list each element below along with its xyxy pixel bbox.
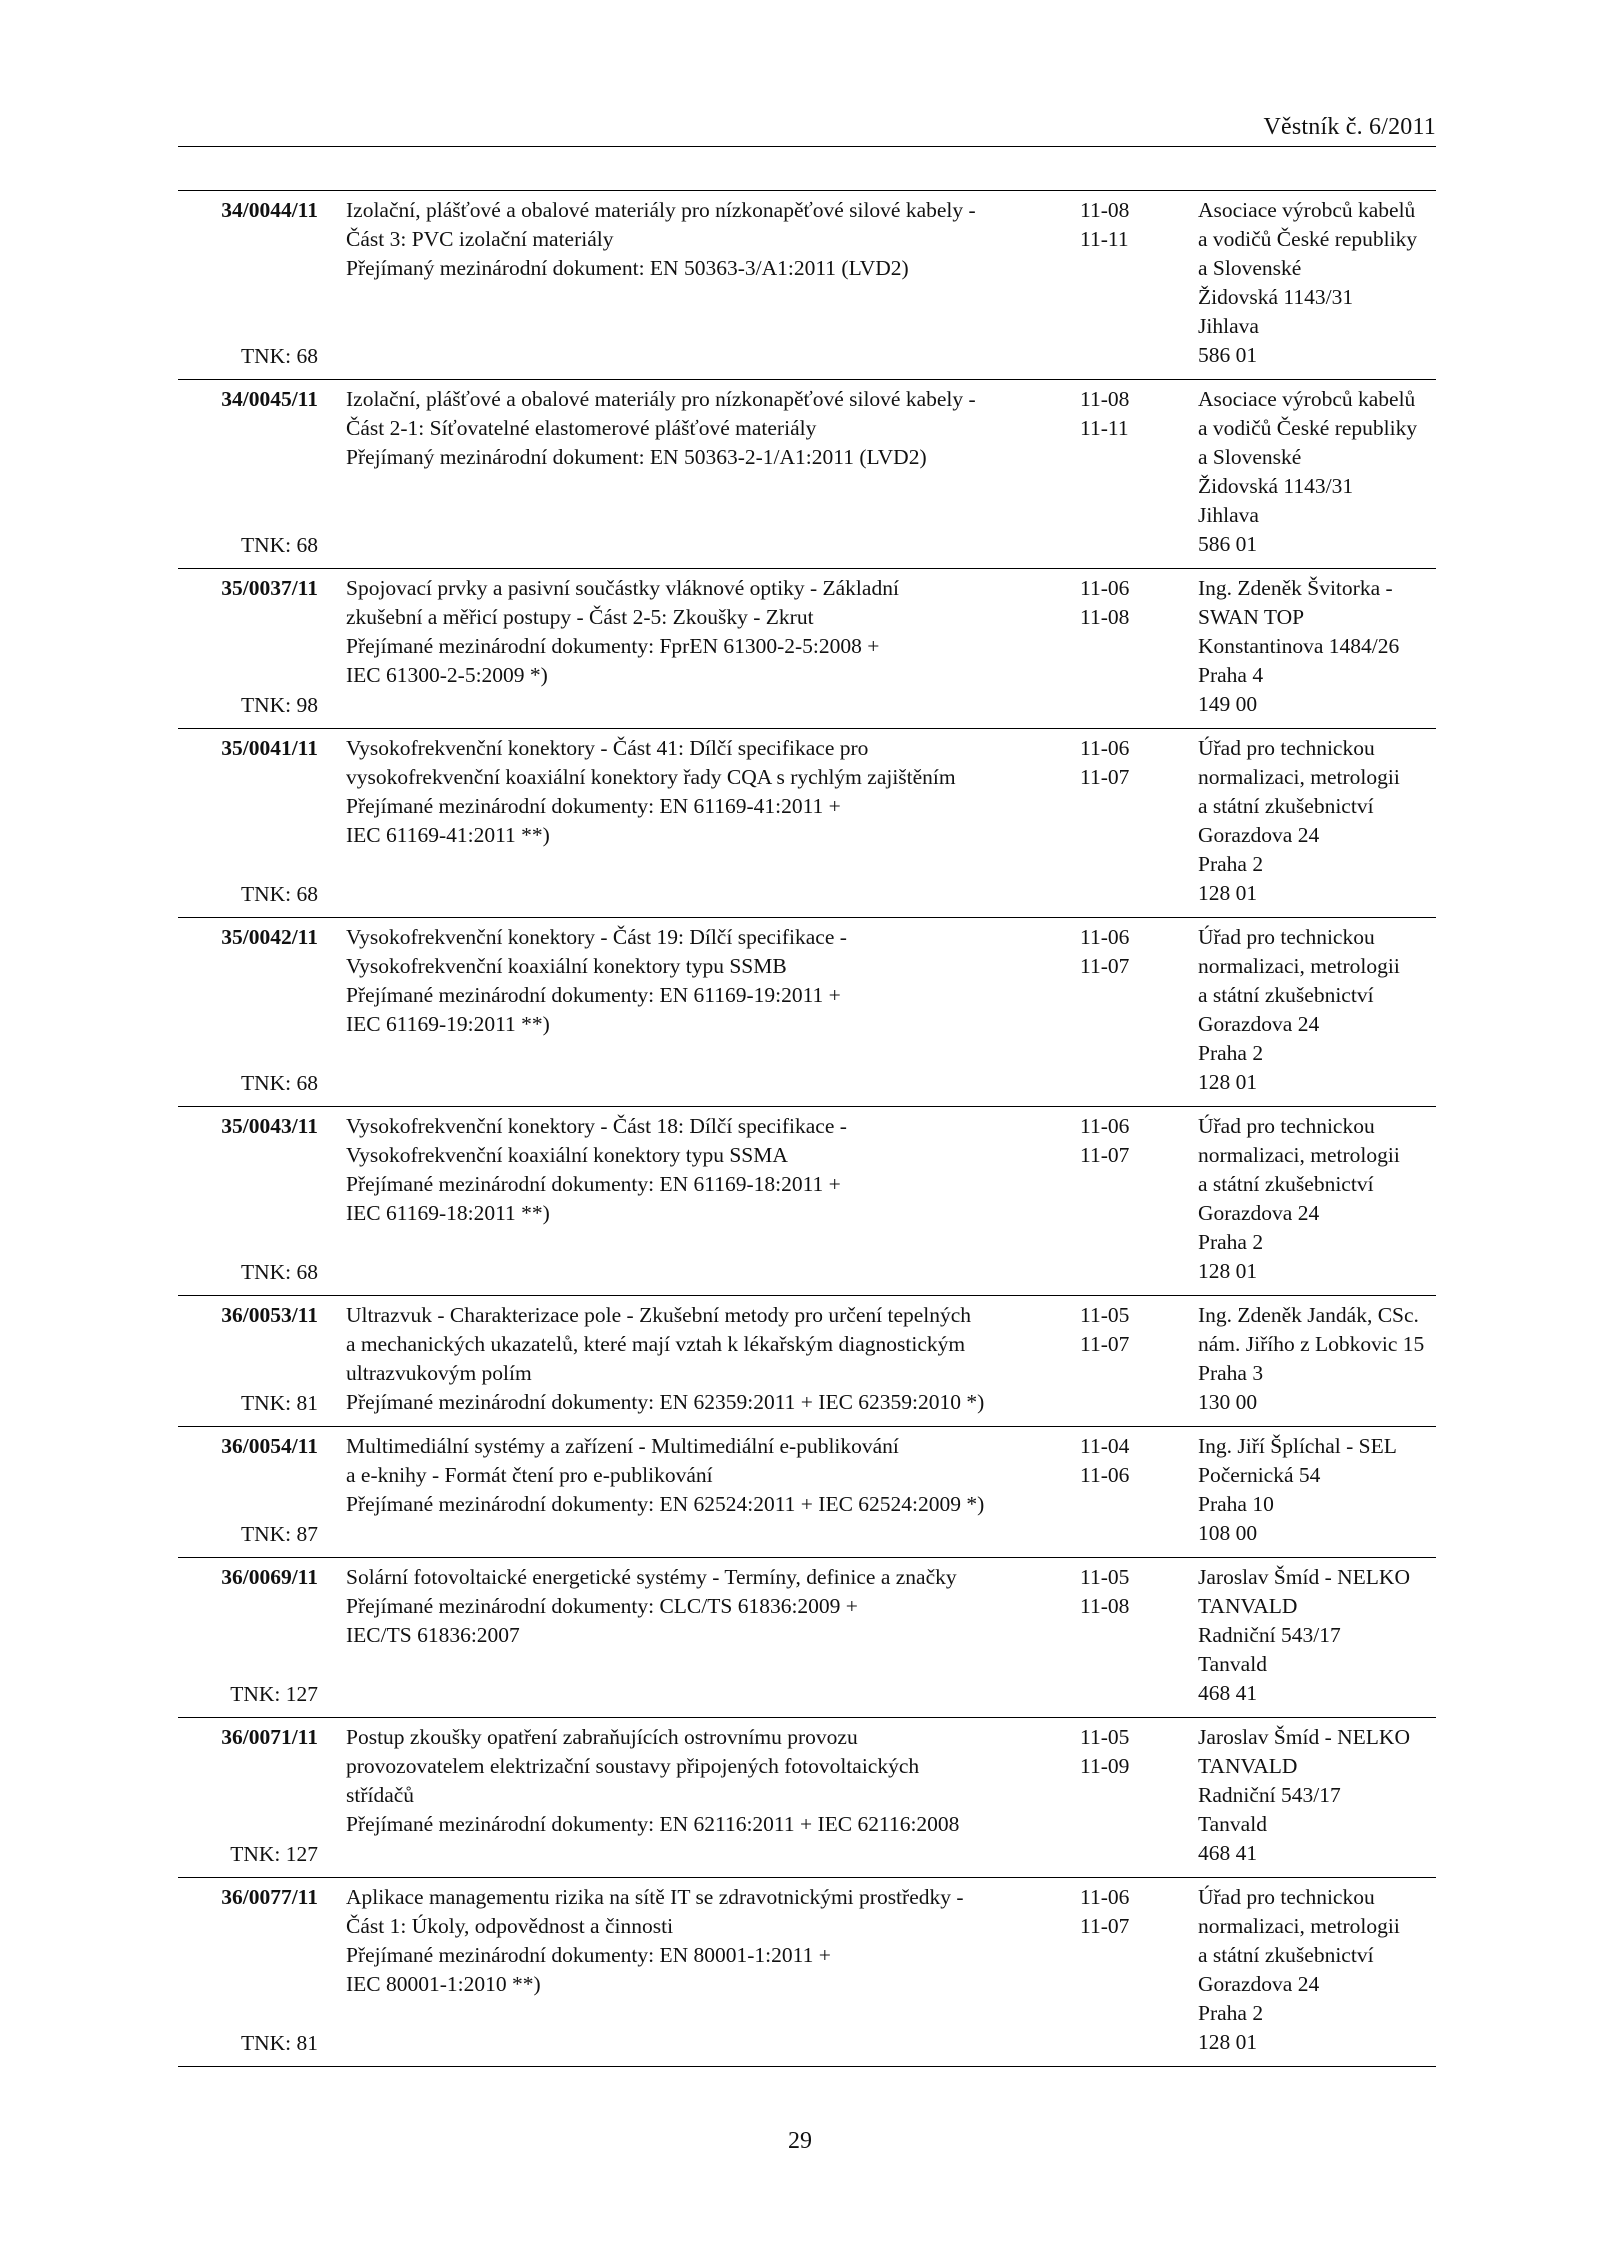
description-line: Část 3: PVC izolační materiály xyxy=(346,227,614,251)
standard-number: 35/0042/11 xyxy=(221,925,318,949)
description-line: Část 2-1: Síťovatelné elastomerové plášťové materiály xyxy=(346,416,817,440)
date-line: 11-06 xyxy=(1080,736,1130,760)
date-line: 11-07 xyxy=(1080,1143,1130,1167)
description-line: Přejímaný mezinárodní dokument: EN 50363-3/A1:2011 (LVD2) xyxy=(346,256,909,280)
description-line: IEC 61169-41:2011 **) xyxy=(346,823,550,847)
description-line: IEC 61169-18:2011 **) xyxy=(346,1201,550,1225)
description-line: zkušební a měřicí postupy - Část 2-5: Zkoušky - Zkrut xyxy=(346,605,814,629)
description-line: Vysokofrekvenční konektory - Část 19: Dílčí specifikace - xyxy=(346,925,847,949)
contact-line: 128 01 xyxy=(1198,2030,1258,2054)
contact-line: Praha 10 xyxy=(1198,1492,1274,1516)
date-line: 11-05 xyxy=(1080,1565,1130,1589)
contact-line: Praha 3 xyxy=(1198,1361,1264,1385)
contact-line: Jihlava xyxy=(1198,503,1259,527)
date-line: 11-06 xyxy=(1080,925,1130,949)
date-line: 11-05 xyxy=(1080,1725,1130,1749)
tnk-label: TNK: 127 xyxy=(230,1842,318,1866)
contact-line: Tanvald xyxy=(1198,1812,1267,1836)
contact-line: TANVALD xyxy=(1198,1754,1298,1778)
contact-cell xyxy=(1198,729,1436,918)
contact-line: a státní zkušebnictví xyxy=(1198,794,1374,818)
contact-cell xyxy=(1198,569,1436,729)
table-row xyxy=(178,1878,1436,2067)
contact-line: a státní zkušebnictví xyxy=(1198,1172,1374,1196)
code-cell xyxy=(178,191,318,380)
description-line: Vysokofrekvenční koaxiální konektory typu SSMA xyxy=(346,1143,788,1167)
contact-cell xyxy=(1198,1427,1436,1558)
standard-number: 36/0071/11 xyxy=(221,1725,318,1749)
date-line: 11-07 xyxy=(1080,954,1130,978)
contact-line: Radniční 543/17 xyxy=(1198,1783,1341,1807)
date-line: 11-08 xyxy=(1080,387,1130,411)
contact-line: 128 01 xyxy=(1198,1259,1258,1283)
code-cell xyxy=(178,1878,318,2067)
date-cell xyxy=(1066,1718,1198,1878)
contact-line: Praha 4 xyxy=(1198,663,1264,687)
table-row xyxy=(178,918,1436,1107)
contact-line: Praha 2 xyxy=(1198,1041,1264,1065)
date-cell xyxy=(1066,1878,1198,2067)
description-line: vysokofrekvenční koaxiální konektory řady CQA s rychlým zajištěním xyxy=(346,765,956,789)
contact-line: Židovská 1143/31 xyxy=(1198,285,1354,309)
contact-line: Úřad pro technickou xyxy=(1198,736,1375,760)
code-cell-inner xyxy=(178,1723,318,1869)
table-row xyxy=(178,1107,1436,1296)
page-number: 29 xyxy=(788,2128,812,2154)
code-cell xyxy=(178,1296,318,1427)
contact-line: Úřad pro technickou xyxy=(1198,1114,1375,1138)
contact-line: Úřad pro technickou xyxy=(1198,925,1375,949)
contact-line: Ing. Jiří Šplíchal - SEL xyxy=(1198,1434,1397,1458)
contact-line: 130 00 xyxy=(1198,1390,1258,1414)
tnk-label: TNK: 68 xyxy=(240,344,318,368)
description-line: IEC/TS 61836:2007 xyxy=(346,1623,520,1647)
date-line: 11-09 xyxy=(1080,1754,1130,1778)
standard-number: 36/0069/11 xyxy=(221,1565,318,1589)
contact-line: Gorazdova 24 xyxy=(1198,823,1320,847)
date-cell xyxy=(1066,729,1198,918)
code-cell-inner xyxy=(178,1432,318,1549)
description-line: Přejímané mezinárodní dokumenty: EN 62524:2011 + IEC 62524:2009 *) xyxy=(346,1492,985,1516)
description-line: Aplikace managementu rizika na sítě IT se zdravotnickými prostředky - xyxy=(346,1885,964,1909)
description-cell xyxy=(318,569,1066,729)
contact-line: normalizaci, metrologii xyxy=(1198,765,1400,789)
contact-line: Praha 2 xyxy=(1198,2001,1264,2025)
contact-line: Asociace výrobců kabelů xyxy=(1198,198,1416,222)
date-cell xyxy=(1066,1107,1198,1296)
contact-line: a vodičů České republiky xyxy=(1198,416,1418,440)
contact-line: Úřad pro technickou xyxy=(1198,1885,1375,1909)
standard-number: 35/0043/11 xyxy=(221,1114,318,1138)
contact-line: Počernická 54 xyxy=(1198,1463,1321,1487)
contact-cell xyxy=(1198,918,1436,1107)
date-line: 11-05 xyxy=(1080,1303,1130,1327)
contact-cell xyxy=(1198,1107,1436,1296)
description-line: a e-knihy - Formát čtení pro e-publikování xyxy=(346,1463,713,1487)
contact-line: Gorazdova 24 xyxy=(1198,1012,1320,1036)
date-cell xyxy=(1066,1296,1198,1427)
date-line: 11-11 xyxy=(1080,227,1129,251)
code-cell xyxy=(178,1427,318,1558)
contact-line: normalizaci, metrologii xyxy=(1198,954,1400,978)
code-cell-inner xyxy=(178,196,318,371)
contact-cell xyxy=(1198,1558,1436,1718)
contact-line: Gorazdova 24 xyxy=(1198,1201,1320,1225)
description-line: Přejímané mezinárodní dokumenty: EN 80001-1:2011 + xyxy=(346,1943,831,1967)
description-line: ultrazvukovým polím xyxy=(346,1361,532,1385)
description-line: Přejímané mezinárodní dokumenty: EN 62116:2011 + IEC 62116:2008 xyxy=(346,1812,960,1836)
code-cell-inner xyxy=(178,574,318,720)
description-line: IEC 61169-19:2011 **) xyxy=(346,1012,550,1036)
contact-line: Asociace výrobců kabelů xyxy=(1198,387,1416,411)
contact-cell xyxy=(1198,1878,1436,2067)
code-cell xyxy=(178,918,318,1107)
standard-number: 36/0053/11 xyxy=(221,1303,318,1327)
standard-number: 36/0077/11 xyxy=(221,1885,318,1909)
tnk-label: TNK: 68 xyxy=(240,882,318,906)
description-line: Spojovací prvky a pasivní součástky vláknové optiky - Základní xyxy=(346,576,899,600)
code-cell xyxy=(178,1107,318,1296)
contact-line: 468 41 xyxy=(1198,1841,1258,1865)
code-cell xyxy=(178,729,318,918)
contact-line: Radniční 543/17 xyxy=(1198,1623,1341,1647)
standards-table-body xyxy=(178,191,1436,2067)
tnk-label: TNK: 68 xyxy=(240,1260,318,1284)
table-row xyxy=(178,1296,1436,1427)
standards-table xyxy=(178,190,1436,2067)
code-cell-inner xyxy=(178,385,318,560)
date-cell xyxy=(1066,191,1198,380)
tnk-label: TNK: 68 xyxy=(240,1071,318,1095)
contact-line: a státní zkušebnictví xyxy=(1198,1943,1374,1967)
contact-line: Židovská 1143/31 xyxy=(1198,474,1354,498)
contact-cell xyxy=(1198,191,1436,380)
description-line: Multimediální systémy a zařízení - Multimediální e-publikování xyxy=(346,1434,899,1458)
contact-cell xyxy=(1198,1718,1436,1878)
standard-number: 35/0037/11 xyxy=(221,576,318,600)
description-line: Část 1: Úkoly, odpovědnost a činnosti xyxy=(346,1914,674,1938)
date-cell xyxy=(1066,1558,1198,1718)
description-line: Přejímané mezinárodní dokumenty: FprEN 61300-2-5:2008 + xyxy=(346,634,880,658)
code-cell-inner xyxy=(178,734,318,909)
description-line: střídačů xyxy=(346,1783,415,1807)
description-line: Solární fotovoltaické energetické systémy - Termíny, definice a značky xyxy=(346,1565,957,1589)
contact-line: normalizaci, metrologii xyxy=(1198,1143,1400,1167)
contact-line: 586 01 xyxy=(1198,532,1258,556)
description-line: Vysokofrekvenční konektory - Část 18: Dílčí specifikace - xyxy=(346,1114,847,1138)
contact-line: a státní zkušebnictví xyxy=(1198,983,1374,1007)
description-line: Přejímaný mezinárodní dokument: EN 50363-2-1/A1:2011 (LVD2) xyxy=(346,445,927,469)
contact-line: 108 00 xyxy=(1198,1521,1258,1545)
contact-line: SWAN TOP xyxy=(1198,605,1305,629)
date-cell xyxy=(1066,918,1198,1107)
code-cell xyxy=(178,569,318,729)
contact-line: nám. Jiřího z Lobkovic 15 xyxy=(1198,1332,1425,1356)
date-line: 11-08 xyxy=(1080,1594,1130,1618)
contact-line: 586 01 xyxy=(1198,343,1258,367)
description-line: Ultrazvuk - Charakterizace pole - Zkušební metody pro určení tepelných xyxy=(346,1303,972,1327)
date-line: 11-06 xyxy=(1080,1885,1130,1909)
date-line: 11-07 xyxy=(1080,1914,1130,1938)
contact-line: 128 01 xyxy=(1198,881,1258,905)
code-cell-inner xyxy=(178,1563,318,1709)
date-line: 11-06 xyxy=(1080,576,1130,600)
tnk-label: TNK: 98 xyxy=(240,693,318,717)
table-row xyxy=(178,569,1436,729)
table-row xyxy=(178,729,1436,918)
description-line: IEC 80001-1:2010 **) xyxy=(346,1972,541,1996)
tnk-label: TNK: 68 xyxy=(240,533,318,557)
description-cell xyxy=(318,918,1066,1107)
contact-line: normalizaci, metrologii xyxy=(1198,1914,1400,1938)
description-line: Přejímané mezinárodní dokumenty: EN 61169-19:2011 + xyxy=(346,983,841,1007)
description-cell xyxy=(318,1107,1066,1296)
description-cell xyxy=(318,191,1066,380)
date-line: 11-08 xyxy=(1080,605,1130,629)
date-line: 11-07 xyxy=(1080,765,1130,789)
date-line: 11-08 xyxy=(1080,198,1130,222)
date-cell xyxy=(1066,380,1198,569)
date-line: 11-06 xyxy=(1080,1114,1130,1138)
date-cell xyxy=(1066,1427,1198,1558)
contact-cell xyxy=(1198,1296,1436,1427)
description-line: Izolační, plášťové a obalové materiály pro nízkonapěťové silové kabely - xyxy=(346,387,976,411)
contact-line: a Slovenské xyxy=(1198,445,1302,469)
contact-line: Praha 2 xyxy=(1198,1230,1264,1254)
table-row xyxy=(178,380,1436,569)
code-cell-inner xyxy=(178,1883,318,2058)
contact-line: Ing. Zdeněk Švitorka - xyxy=(1198,576,1393,600)
tnk-label: TNK: 127 xyxy=(230,1682,318,1706)
description-cell xyxy=(318,1296,1066,1427)
tnk-label: TNK: 81 xyxy=(240,2031,318,2055)
date-line: 11-11 xyxy=(1080,416,1129,440)
standard-number: 34/0045/11 xyxy=(221,387,318,411)
contact-line: Jaroslav Šmíd - NELKO xyxy=(1198,1725,1410,1749)
contact-line: a Slovenské xyxy=(1198,256,1302,280)
contact-line: 468 41 xyxy=(1198,1681,1258,1705)
standard-number: 34/0044/11 xyxy=(221,198,318,222)
table-row xyxy=(178,1427,1436,1558)
description-cell xyxy=(318,1878,1066,2067)
standard-number: 35/0041/11 xyxy=(221,736,318,760)
description-cell xyxy=(318,380,1066,569)
description-line: Vysokofrekvenční koaxiální konektory typu SSMB xyxy=(346,954,787,978)
journal-title: Věstník č. 6/2011 xyxy=(1263,114,1436,140)
contact-line: TANVALD xyxy=(1198,1594,1298,1618)
description-cell xyxy=(318,1718,1066,1878)
contact-line: 149 00 xyxy=(1198,692,1258,716)
code-cell xyxy=(178,380,318,569)
table-row xyxy=(178,191,1436,380)
contact-line: a vodičů České republiky xyxy=(1198,227,1418,251)
contact-line: Konstantinova 1484/26 xyxy=(1198,634,1400,658)
description-line: Postup zkoušky opatření zabraňujících ostrovnímu provozu xyxy=(346,1725,858,1749)
page-header xyxy=(178,108,1436,147)
tnk-label: TNK: 87 xyxy=(240,1522,318,1546)
description-cell xyxy=(318,1558,1066,1718)
code-cell-inner xyxy=(178,1112,318,1287)
contact-line: Praha 2 xyxy=(1198,852,1264,876)
date-line: 11-06 xyxy=(1080,1463,1130,1487)
code-cell xyxy=(178,1558,318,1718)
description-line: IEC 61300-2-5:2009 *) xyxy=(346,663,548,687)
contact-line: 128 01 xyxy=(1198,1070,1258,1094)
tnk-label: TNK: 81 xyxy=(240,1391,318,1415)
description-line: a mechanických ukazatelů, které mají vztah k lékařským diagnostickým xyxy=(346,1332,966,1356)
description-line: Přejímané mezinárodní dokumenty: CLC/TS 61836:2009 + xyxy=(346,1594,858,1618)
contact-line: Jihlava xyxy=(1198,314,1259,338)
description-cell xyxy=(318,729,1066,918)
table-row xyxy=(178,1558,1436,1718)
table-row xyxy=(178,1718,1436,1878)
description-line: provozovatelem elektrizační soustavy připojených fotovoltaických xyxy=(346,1754,920,1778)
description-line: Přejímané mezinárodní dokumenty: EN 61169-41:2011 + xyxy=(346,794,841,818)
code-cell-inner xyxy=(178,923,318,1098)
contact-line: Ing. Zdeněk Jandák, CSc. xyxy=(1198,1303,1419,1327)
code-cell xyxy=(178,1718,318,1878)
description-line: Izolační, plášťové a obalové materiály pro nízkonapěťové silové kabely - xyxy=(346,198,976,222)
description-line: Přejímané mezinárodní dokumenty: EN 61169-18:2011 + xyxy=(346,1172,841,1196)
contact-cell xyxy=(1198,380,1436,569)
description-line: Vysokofrekvenční konektory - Část 41: Dílčí specifikace pro xyxy=(346,736,869,760)
date-line: 11-07 xyxy=(1080,1332,1130,1356)
standard-number: 36/0054/11 xyxy=(221,1434,318,1458)
contact-line: Tanvald xyxy=(1198,1652,1267,1676)
contact-line: Gorazdova 24 xyxy=(1198,1972,1320,1996)
code-cell-inner xyxy=(178,1301,318,1418)
description-line: Přejímané mezinárodní dokumenty: EN 62359:2011 + IEC 62359:2010 *) xyxy=(346,1390,985,1414)
date-line: 11-04 xyxy=(1080,1434,1130,1458)
description-cell xyxy=(318,1427,1066,1558)
contact-line: Jaroslav Šmíd - NELKO xyxy=(1198,1565,1410,1589)
date-cell xyxy=(1066,569,1198,729)
